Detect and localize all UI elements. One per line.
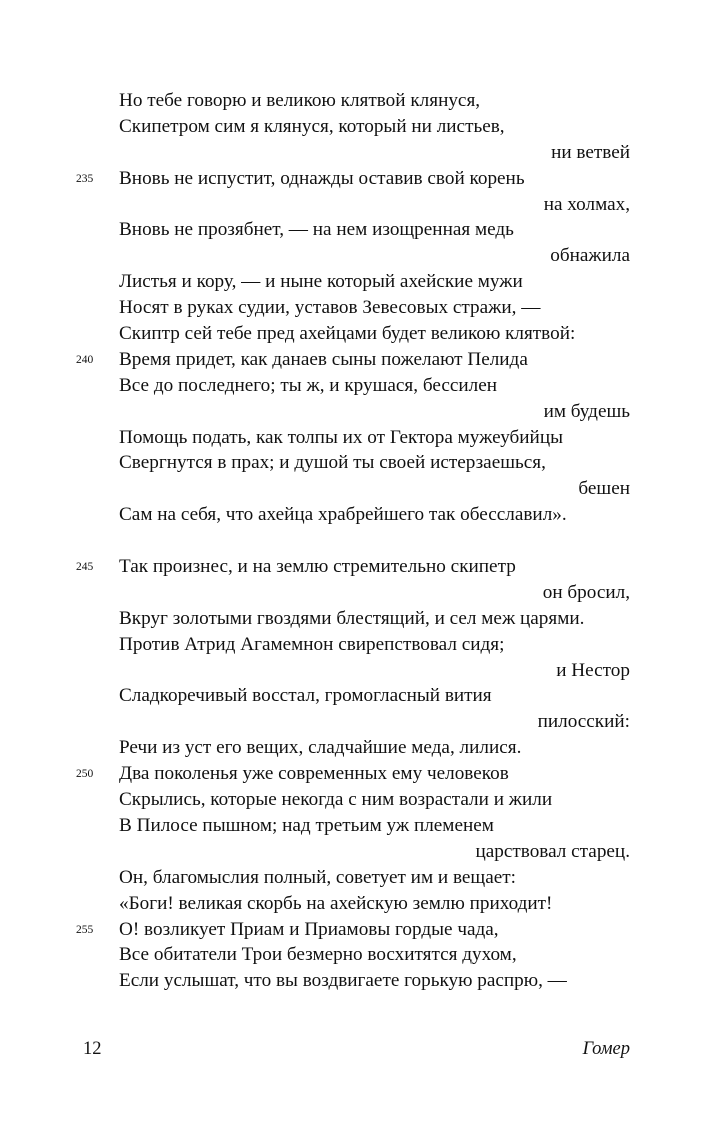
stanza-break xyxy=(0,528,709,554)
poem-line: Сам на себя, что ахейца храбрейшего так обесславил». xyxy=(119,504,567,526)
poem-line-continuation: им будешь xyxy=(543,400,630,422)
poem-line: Помощь подать, как толпы их от Гектора мужеубийцы xyxy=(119,426,563,448)
poem-line: Если услышат, что вы воздвигаете горькую распрю, — xyxy=(119,970,567,992)
poem-line: Скрылись, которые некогда с ним возрастали и жили xyxy=(119,789,553,811)
poem-line-continuation: царствовал старец. xyxy=(475,840,630,862)
line-number: 235 xyxy=(76,172,94,185)
poem-line: Сладкоречивый восстал, громогласный вития xyxy=(119,685,492,707)
poem-line-continuation: ни ветвей xyxy=(551,141,630,163)
poem-line-continuation: бешен xyxy=(578,478,630,500)
poem-line: 235 Вновь не испустит, однажды оставив свой корень xyxy=(0,166,709,192)
line-number: 250 xyxy=(76,768,94,781)
poem-line: В Пилосе пышном; над третьим уж племенем xyxy=(119,814,494,836)
poem-line: Он, благомыслия полный, советует им и вещает: xyxy=(119,866,516,888)
page-footer xyxy=(0,1036,709,1062)
poem-line: Вкруг золотыми гвоздями блестящий, и сел меж царями. xyxy=(119,607,585,629)
poem-line: Против Атрид Агамемнон свирепствовал сидя; xyxy=(119,633,505,655)
poem-line: 240 Время придет, как данаев сыны пожелают Пелида xyxy=(0,347,709,373)
poem-line: Листья и кору, — и ныне который ахейские мужи xyxy=(119,271,523,293)
poem-line-continuation: на холмах, xyxy=(543,193,630,215)
poem-line-continuation: и Нестор xyxy=(556,659,630,681)
poem-line: Скиптр сей тебе пред ахейцами будет великою клятвой: xyxy=(119,323,576,345)
poem-line: Свергнутся в прах; и душой ты своей истерзаешься, xyxy=(119,452,546,474)
poem-line-continuation: он бросил, xyxy=(542,581,630,603)
poem-line-continuation: пилосский: xyxy=(537,711,630,733)
poem-line: Носят в руках судии, уставов Зевесовых стражи, — xyxy=(119,297,541,319)
line-number: 240 xyxy=(76,353,94,366)
poem-text xyxy=(0,88,709,994)
running-author: Гомер xyxy=(582,1039,630,1059)
poem-line: 250 Два поколенья уже современных ему человеков xyxy=(0,761,709,787)
poem-line: Все обитатели Трои безмерно восхитятся духом, xyxy=(119,944,517,966)
line-number: 245 xyxy=(76,561,94,574)
poem-line: Но тебе говорю и великою клятвой клянуся, xyxy=(119,90,481,111)
poem-line: 245 Так произнес, и на землю стремительно скипетр xyxy=(0,554,709,580)
poem-line: Речи из уст его вещих, сладчайшие меда, лилися. xyxy=(119,737,522,759)
poem-line: Скипетром сим я клянуся, который ни листьев, xyxy=(119,115,505,137)
poem-line-continuation: обнажила xyxy=(550,245,630,267)
poem-line: 255 О! возликует Приам и Приамовы гордые чада, xyxy=(0,917,709,943)
page-number: 12 xyxy=(83,1039,102,1059)
poem-line: Вновь не прозябнет, — на нем изощренная медь xyxy=(119,219,514,241)
poem-line: «Боги! великая скорбь на ахейскую землю приходит! xyxy=(119,892,553,914)
poem-line: Все до последнего; ты ж, и крушася, бессилен xyxy=(119,374,498,396)
line-number: 255 xyxy=(76,923,94,936)
